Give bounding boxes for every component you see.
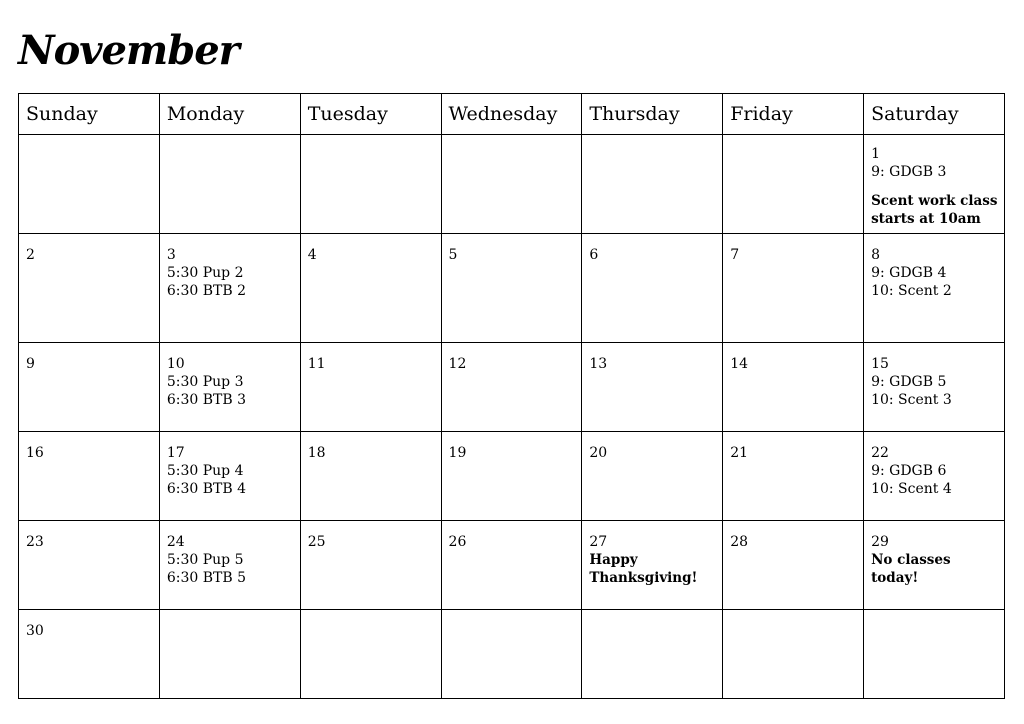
class-event: 9: GDGB 4 [871, 265, 947, 281]
day-cell-content [864, 432, 1004, 498]
day-number: 18 [307, 445, 326, 461]
calendar-day-cell [19, 521, 160, 610]
calendar-day-cell [864, 234, 1005, 343]
day-number: 14 [730, 356, 749, 372]
calendar-day-cell [582, 432, 723, 521]
calendar-day-cell [300, 432, 441, 521]
day-cell-content [723, 521, 863, 551]
day-number: 26 [448, 534, 467, 550]
calendar-day-cell [300, 521, 441, 610]
day-cell-content [301, 610, 441, 622]
day-cell-content [582, 432, 722, 462]
calendar-day-cell [582, 234, 723, 343]
day-cell-content [19, 343, 159, 373]
calendar-day-cell [19, 610, 160, 699]
day-number: 2 [26, 247, 35, 263]
calendar-day-cell [300, 135, 441, 234]
day-cell-content [582, 234, 722, 264]
day-cell-content [160, 432, 300, 498]
day-note: Happy Thanksgiving! [589, 552, 698, 586]
day-cell-content [19, 521, 159, 551]
day-cell-content [160, 234, 300, 300]
calendar-day-cell [441, 343, 582, 432]
calendar-body [19, 135, 1005, 699]
class-event: 9: GDGB 3 [871, 164, 947, 180]
calendar-day-cell [300, 234, 441, 343]
day-number: 9 [26, 356, 35, 372]
class-event: 6:30 BTB 5 [166, 570, 247, 586]
day-number: 8 [871, 247, 880, 263]
weekday-header: Friday [723, 94, 864, 135]
day-cell-content [723, 135, 863, 145]
day-number: 28 [730, 534, 749, 550]
day-cell-content [582, 610, 722, 622]
class-event: 6:30 BTB 3 [166, 392, 247, 408]
calendar-day-cell [582, 343, 723, 432]
day-cell-content [160, 521, 300, 587]
calendar-day-cell [159, 135, 300, 234]
calendar-day-cell [723, 610, 864, 699]
class-event: 5:30 Pup 4 [166, 463, 244, 479]
calendar-day-cell [159, 343, 300, 432]
calendar-day-cell [723, 343, 864, 432]
day-cell-content [442, 610, 582, 622]
class-event: 5:30 Pup 2 [166, 265, 244, 281]
day-cell-content [864, 343, 1004, 409]
day-number: 12 [448, 356, 467, 372]
day-cell-content [723, 234, 863, 264]
day-cell-content [160, 610, 300, 622]
day-cell-content [19, 234, 159, 264]
calendar-day-cell [159, 610, 300, 699]
calendar-day-cell [441, 234, 582, 343]
calendar-day-cell [19, 432, 160, 521]
calendar-week-row [19, 343, 1005, 432]
day-cell-content [442, 234, 582, 264]
day-number: 6 [589, 247, 599, 263]
day-cell-content [723, 610, 863, 622]
class-event: 10: Scent 4 [871, 481, 952, 497]
class-event: 5:30 Pup 3 [166, 374, 244, 390]
day-cell-content [723, 432, 863, 462]
day-cell-content [301, 234, 441, 264]
day-number: 21 [730, 445, 749, 461]
calendar-day-cell [441, 135, 582, 234]
day-number: 25 [307, 534, 326, 550]
calendar-week-row [19, 432, 1005, 521]
day-cell-content [582, 135, 722, 145]
day-note: No classes today! [871, 552, 951, 586]
calendar-day-cell [864, 521, 1005, 610]
class-event: 6:30 BTB 4 [166, 481, 247, 497]
day-number: 5 [448, 247, 458, 263]
day-cell-content [19, 135, 159, 145]
day-cell-content [301, 432, 441, 462]
class-event: 10: Scent 3 [871, 392, 952, 408]
day-number: 10 [166, 356, 185, 372]
calendar-day-cell [864, 610, 1005, 699]
calendar-week-row [19, 521, 1005, 610]
calendar-week-row [19, 610, 1005, 699]
day-cell-content [442, 432, 582, 462]
calendar-week-row [19, 234, 1005, 343]
day-cell-content [301, 135, 441, 145]
day-number: 24 [166, 534, 185, 550]
weekday-header: Monday [159, 94, 300, 135]
day-number: 13 [589, 356, 608, 372]
calendar-day-cell [723, 521, 864, 610]
calendar-day-cell [723, 135, 864, 234]
calendar-week-row [19, 135, 1005, 234]
day-cell-content [864, 135, 1004, 228]
day-number: 7 [730, 247, 740, 263]
day-number: 16 [26, 445, 44, 461]
day-number: 1 [871, 146, 880, 162]
day-cell-content [864, 234, 1004, 300]
day-number: 30 [26, 623, 44, 639]
day-cell-content [723, 343, 863, 373]
calendar-day-cell [582, 521, 723, 610]
day-cell-content [582, 343, 722, 373]
calendar-day-cell [723, 432, 864, 521]
calendar-day-cell [19, 234, 160, 343]
day-number: 11 [307, 356, 326, 372]
day-number: 17 [166, 445, 185, 461]
day-number: 27 [589, 534, 608, 550]
day-number: 22 [871, 445, 889, 461]
day-cell-content [864, 610, 1004, 622]
day-number: 29 [871, 534, 889, 550]
calendar-day-cell [300, 343, 441, 432]
calendar-day-cell [159, 521, 300, 610]
calendar-day-cell [159, 234, 300, 343]
calendar-day-cell [159, 432, 300, 521]
day-number: 20 [589, 445, 608, 461]
class-event: 10: Scent 2 [871, 283, 952, 299]
weekday-header: Wednesday [441, 94, 582, 135]
day-number: 3 [166, 247, 176, 263]
day-number: 15 [871, 356, 889, 372]
calendar-day-cell [723, 234, 864, 343]
class-event: 9: GDGB 5 [871, 374, 947, 390]
weekday-header: Tuesday [300, 94, 441, 135]
day-cell-content [19, 610, 159, 640]
calendar-day-cell [441, 610, 582, 699]
calendar-day-cell [19, 343, 160, 432]
class-event: 5:30 Pup 5 [166, 552, 244, 568]
calendar-day-cell [441, 521, 582, 610]
day-cell-content [160, 343, 300, 409]
day-cell-content [442, 343, 582, 373]
calendar-grid [18, 93, 1005, 699]
weekday-header: Saturday [864, 94, 1005, 135]
calendar-day-cell [864, 343, 1005, 432]
weekday-header: Thursday [582, 94, 723, 135]
day-number: 19 [448, 445, 467, 461]
day-cell-content [442, 135, 582, 145]
weekday-header-row [19, 94, 1005, 135]
calendar-day-cell [582, 610, 723, 699]
calendar-day-cell [582, 135, 723, 234]
calendar-day-cell [864, 432, 1005, 521]
day-note: Scent work class starts at 10am [871, 193, 998, 227]
day-cell-content [442, 521, 582, 551]
calendar-day-cell [300, 610, 441, 699]
calendar-day-cell [864, 135, 1005, 234]
day-cell-content [19, 432, 159, 462]
day-number: 23 [26, 534, 44, 550]
month-title: November [18, 27, 239, 74]
day-cell-content [301, 521, 441, 551]
day-cell-content [301, 343, 441, 373]
class-event: 6:30 BTB 2 [166, 283, 247, 299]
calendar-day-cell [441, 432, 582, 521]
day-cell-content [582, 521, 722, 587]
day-number: 4 [307, 247, 317, 263]
day-cell-content [160, 135, 300, 145]
day-cell-content [864, 521, 1004, 587]
calendar-day-cell [19, 135, 160, 234]
class-event: 9: GDGB 6 [871, 463, 947, 479]
weekday-header: Sunday [19, 94, 160, 135]
